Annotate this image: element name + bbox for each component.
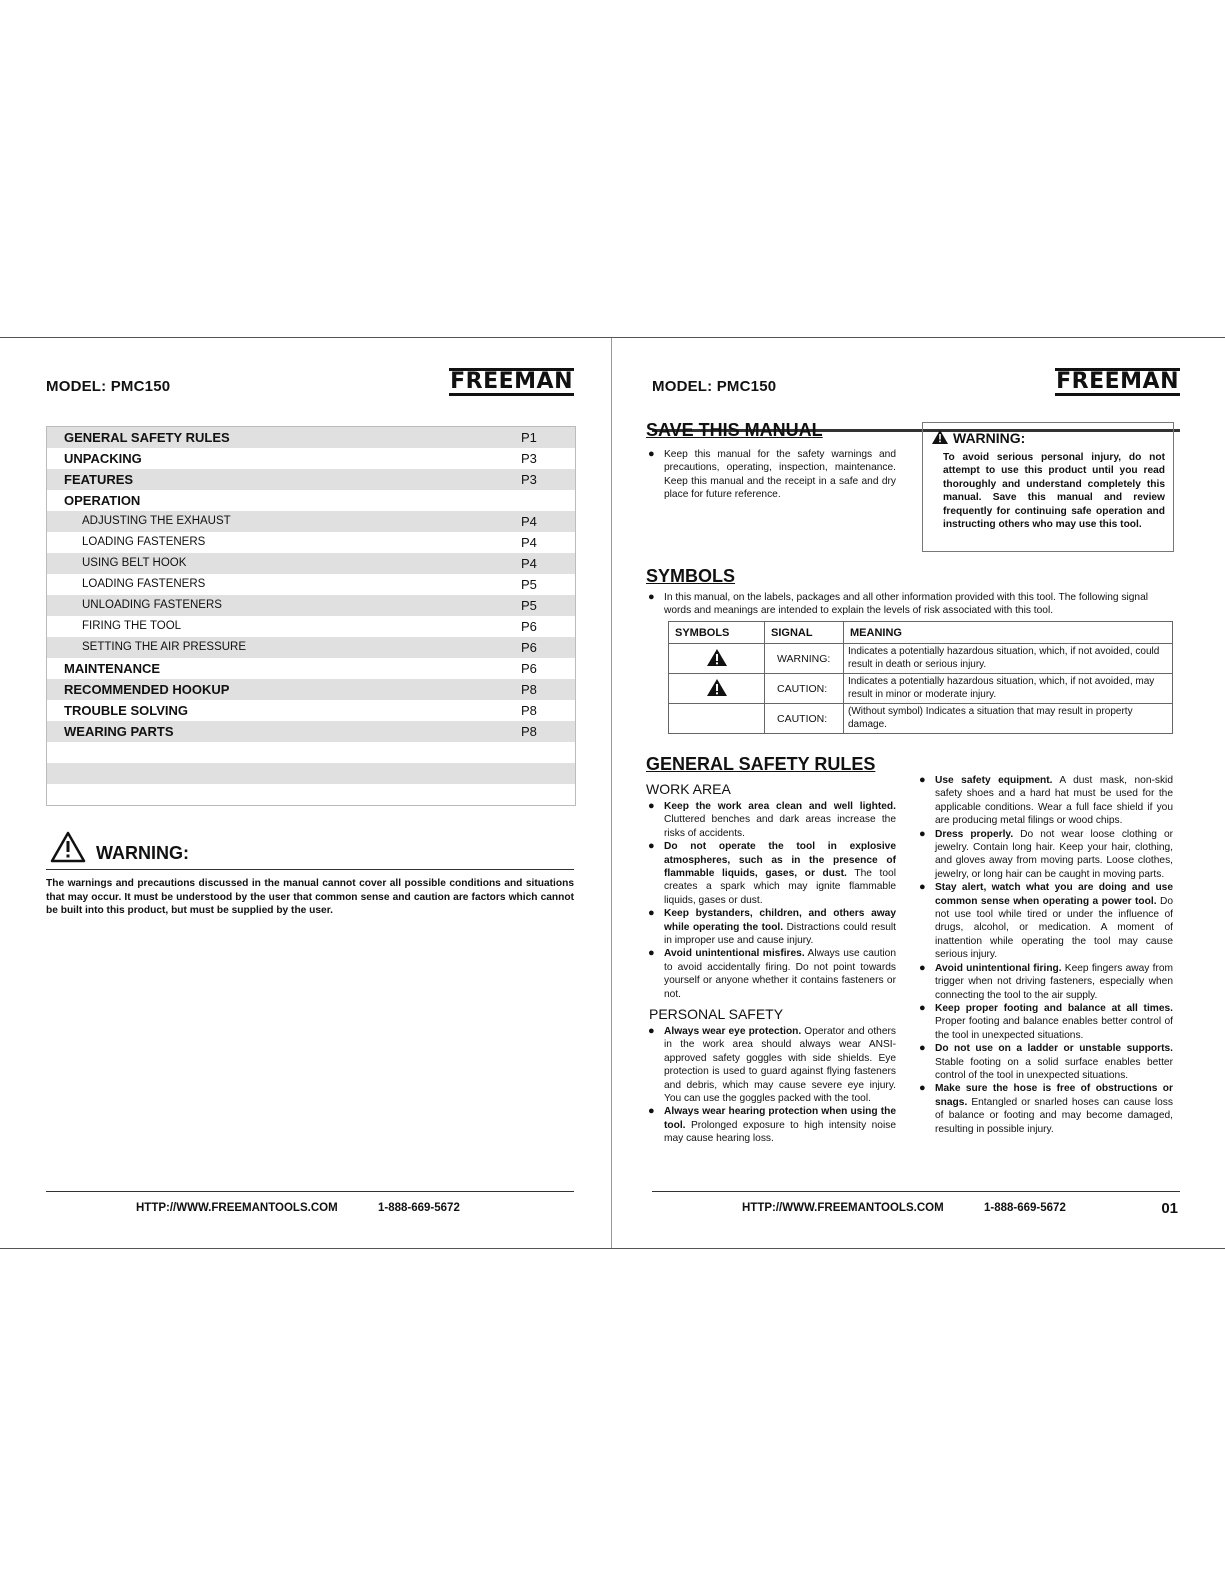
signal-cell: CAUTION: [765,674,844,704]
safety-rule-item [935,1002,1173,1042]
table-row [669,644,1173,674]
safety-rule-item [664,1105,896,1145]
warning-rule [46,869,574,870]
safety-rule-item [935,1042,1173,1082]
rule-text: Proper footing and balance enables better control of the tool in unexpected situations. [935,1016,1173,1041]
meaning-cell: Indicates a potentially hazardous situation, which, if not avoided, may result in minor or moderate injury. [844,674,1173,704]
safety-rule-item [935,881,1173,961]
rule-text: A dust mask, non-skid safety shoes and a hard hat must be used for the applicable conditions. Wear a full face shield if you are producing metal filings or wood chips. [935,775,1173,827]
toc-label: TROUBLE SOLVING [64,703,188,718]
toc-page-number: P1 [521,430,537,445]
warning-box-text: To avoid serious personal injury, do not attempt to use this product until you read thoroughly and understand completely this manual. Save this manual and review frequently for continuing safe operation and instructing others who may use this tool. [943,452,1165,531]
rule-heading: Make sure the hose is free of obstructions or snags. [935,1083,1173,1108]
rule-heading: Keep bystanders, children, and others away while operating the tool. [664,908,896,933]
rule-text: Do not wear loose clothing or jewelry. Contain long hair. Keep your hair, clothing, and gloves away from moving parts. Loose clothes, jewelry, or long hair can be caught in moving parts. [935,828,1174,880]
model-label: MODEL: PMC150 [46,378,171,395]
safety-rule-item [935,828,1173,882]
toc-page-number: P6 [521,661,537,676]
left-page [46,338,574,1248]
rule-heading: Avoid unintentional misfires. [664,948,805,960]
warning-icon [50,831,86,863]
toc-row [47,595,575,616]
save-manual-text: ● Keep this manual for the safety warnings and precautions, operating, inspection, maintenance. Keep this manual and the receipt in a safe and dry place for future reference. [664,448,896,502]
manual-spread [0,337,1225,1249]
toc-label: GENERAL SAFETY RULES [64,430,230,445]
toc-label: USING BELT HOOK [82,557,187,569]
model-label: MODEL: PMC150 [652,378,777,395]
rule-heading: Keep proper footing and balance at all times. [935,1002,1173,1014]
table-header-symbols: SYMBOLS [669,622,765,644]
table-row [669,704,1173,734]
toc-row [47,490,575,511]
warning-triangle-icon [706,678,728,697]
symbols-intro: ● In this manual, on the labels, packages and all other information provided with this tool. The following signal words and meanings are intended to explain the levels of risk associated with this tool. [664,591,1172,618]
safety-rule-item [664,947,896,1001]
toc-row [47,679,575,700]
rule-text: Keep fingers away from trigger when not driving fasteners, especially when connecting the tool to the air supply. [935,962,1173,1001]
phone-number: 1-888-669-5672 [984,1202,1066,1214]
safety-rule-item [935,774,1173,828]
symbol-cell [669,674,765,704]
rule-heading: Dress properly. [935,828,1014,840]
toc-label: FEATURES [64,472,134,487]
toc-label: SETTING THE AIR PRESSURE [82,641,247,653]
warning-title: WARNING: [96,843,189,863]
page-footer [46,1202,574,1222]
toc-page-number: P5 [521,598,537,613]
signal-cell: CAUTION: [765,704,844,734]
toc-page-number: P5 [521,577,537,592]
toc-label: MAINTENANCE [64,661,161,676]
personal-safety-title: PERSONAL SAFETY [649,1006,784,1022]
safety-rule-item [664,840,896,907]
toc-page-number: P8 [521,682,537,697]
toc-label: LOADING FASTENERS [82,578,206,590]
toc-row [47,532,575,553]
toc-page-number: P8 [521,703,537,718]
warning-triangle-icon [706,648,728,667]
website-link[interactable]: HTTP://WWW.FREEMANTOOLS.COM [136,1202,338,1214]
toc-row [47,700,575,721]
toc-label: ADJUSTING THE EXHAUST [82,515,231,527]
rule-heading: Always wear hearing protection when using the tool. [664,1106,896,1131]
rule-heading: Keep the work area clean and well lighted. [664,801,896,812]
save-manual-title: SAVE THIS MANUAL [646,420,823,440]
footer-rule [652,1191,1180,1192]
rule-heading: Avoid unintentional firing. [935,962,1062,974]
phone-number: 1-888-669-5672 [378,1202,460,1214]
toc-row [47,616,575,637]
safety-rules-list [935,774,1173,1136]
toc-page-number: P3 [521,472,537,487]
toc-page-number: P4 [521,556,537,571]
safety-rule-item [664,907,896,947]
rule-text: Do not use tool while tired or under the influence of drugs, alcohol, or medication. A moment of inattention while operating the tool may cause serious injury. [935,895,1174,961]
toc-page-number: P6 [521,619,537,634]
toc-row [47,427,575,448]
page-number: 01 [1161,1200,1178,1217]
footer-rule [46,1191,574,1192]
toc-row [47,784,575,805]
table-row [669,674,1173,704]
rule-heading: Use safety equipment. [935,775,1053,786]
toc-row [47,448,575,469]
general-safety-rules-title: GENERAL SAFETY RULES [646,754,876,774]
warning-text: The warnings and precautions discussed in the manual cannot cover all possible conditions and situations that may occur. It must be understood by the user that common sense and caution are factors which cannot be built into this product, but must be supplied by the user. [46,878,574,916]
website-link[interactable]: HTTP://WWW.FREEMANTOOLS.COM [742,1202,944,1214]
safety-rule-item [664,1025,896,1105]
rule-text: Distractions could result in improper use and cause injury. [664,921,896,947]
symbols-table [668,621,1173,734]
rule-text: Cluttered benches and dark areas increase the risks of accidents. [664,814,896,839]
meaning-cell: (Without symbol) Indicates a situation that may result in property damage. [844,704,1173,734]
table-header-meaning: MEANING [844,622,1173,644]
toc-row [47,721,575,742]
symbol-cell [669,644,765,674]
warning-icon [931,429,949,445]
work-area-title: WORK AREA [646,781,731,797]
warning-box-title: WARNING: [953,430,1026,446]
rule-text: Stable footing on a solid surface enables better control of the tool in unexpected situations. [935,1056,1173,1081]
rule-text: Operator and others in the work area should always wear ANSI-approved safety goggles with side shields. Eye protection is used to guard against flying fasteners and debris, which may cause severe eye injury. You can use the goggles packed with the tool. [664,1026,896,1105]
toc-page-number: P6 [521,640,537,655]
table-header-signal: SIGNAL [765,622,844,644]
page-footer [652,1202,1180,1222]
safety-rule-item [664,800,896,840]
toc-row [47,763,575,784]
page-header [46,368,574,402]
rule-text: Prolonged exposure to high intensity noise may cause hearing loss. [664,1119,896,1145]
toc-label: UNPACKING [64,451,142,466]
safety-rule-item [935,1082,1173,1136]
freeman-logo: FREEMAN [1056,369,1179,394]
toc-label: FIRING THE TOOL [82,620,182,632]
toc-page-number: P8 [521,724,537,739]
toc-row [47,742,575,763]
toc-row [47,553,575,574]
safety-rule-item [935,962,1173,1002]
personal-safety-list [664,1025,896,1146]
toc-page-number: P3 [521,451,537,466]
table-of-contents [46,426,576,806]
signal-cell: WARNING: [765,644,844,674]
rule-text: Always use caution to avoid accidentally firing. Do not point towards yourself or anyone whether it contains fasteners or not. [664,948,896,1000]
toc-label: RECOMMENDED HOOKUP [64,682,230,697]
toc-row [47,637,575,658]
toc-label: UNLOADING FASTENERS [82,599,222,611]
toc-page-number: P4 [521,535,537,550]
symbol-cell [669,704,765,734]
rule-heading: Stay alert, watch what you are doing and use common sense when operating a power tool. [935,882,1173,907]
toc-page-number: P4 [521,514,537,529]
page-header [652,368,1180,402]
toc-row [47,511,575,532]
toc-row [47,574,575,595]
toc-label: LOADING FASTENERS [82,536,206,548]
symbols-title: SYMBOLS [646,566,736,586]
rule-heading: Do not use on a ladder or unstable supports. [935,1043,1173,1055]
toc-row [47,469,575,490]
right-page [646,338,1180,1248]
toc-label: WEARING PARTS [64,724,174,739]
rule-text: Entangled or snarled hoses can cause loss of balance or footing and may become damaged, resulting in possible injury. [935,1096,1173,1135]
rule-heading: Always wear eye protection. [664,1026,802,1037]
warning-box [922,422,1174,552]
freeman-logo: FREEMAN [450,369,573,394]
rule-heading: Do not operate the tool in explosive atmospheres, such as in the presence of flammable liquids, gases, or dust. [664,841,896,880]
toc-row [47,658,575,679]
meaning-cell: Indicates a potentially hazardous situation, which, if not avoided, could result in death or serious injury. [844,644,1173,674]
rule-text: The tool creates a spark which may ignite flammable liquids, gases or dust. [664,868,896,906]
work-area-list [664,800,896,1001]
page-divider [611,338,612,1248]
toc-label: OPERATION [64,493,141,508]
